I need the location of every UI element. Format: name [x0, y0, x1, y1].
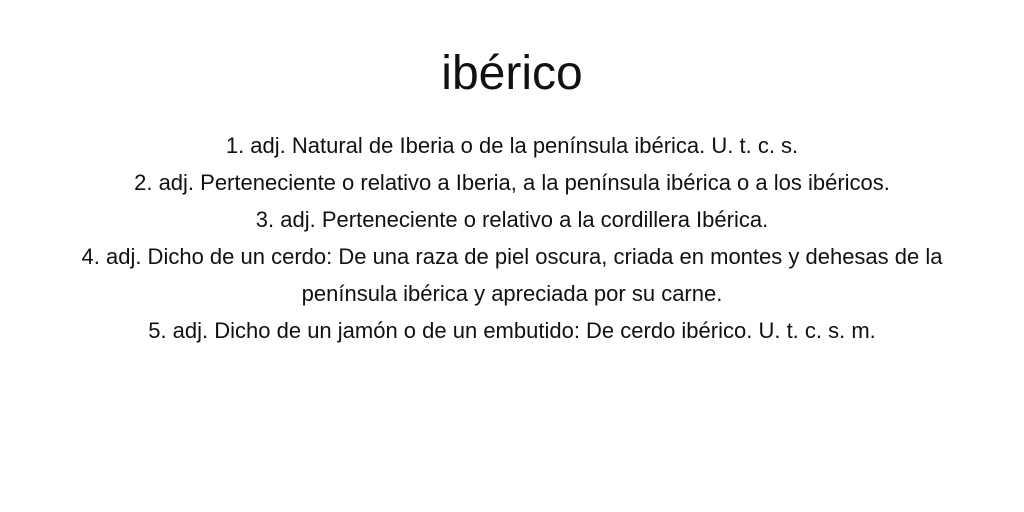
sense-5: 5. adj. Dicho de un jamón o de un embutido: De cerdo ibérico. U. t. c. s. m.: [148, 318, 876, 343]
sense-4: 4. adj. Dicho de un cerdo: De una raza de piel oscura, criada en montes y dehesas de la península ibérica y apreciada por su carne.: [81, 244, 943, 306]
sense-1: 1. adj. Natural de Iberia o de la península ibérica. U. t. c. s.: [225, 133, 799, 158]
sense-list: [80, 127, 944, 349]
sense-2: 2. adj. Perteneciente o relativo a Iberia, a la península ibérica o a los ibéricos.: [134, 170, 890, 195]
headword: ibérico: [441, 47, 583, 100]
sense-3: 3. adj. Perteneciente o relativo a la cordillera Ibérica.: [255, 207, 769, 232]
